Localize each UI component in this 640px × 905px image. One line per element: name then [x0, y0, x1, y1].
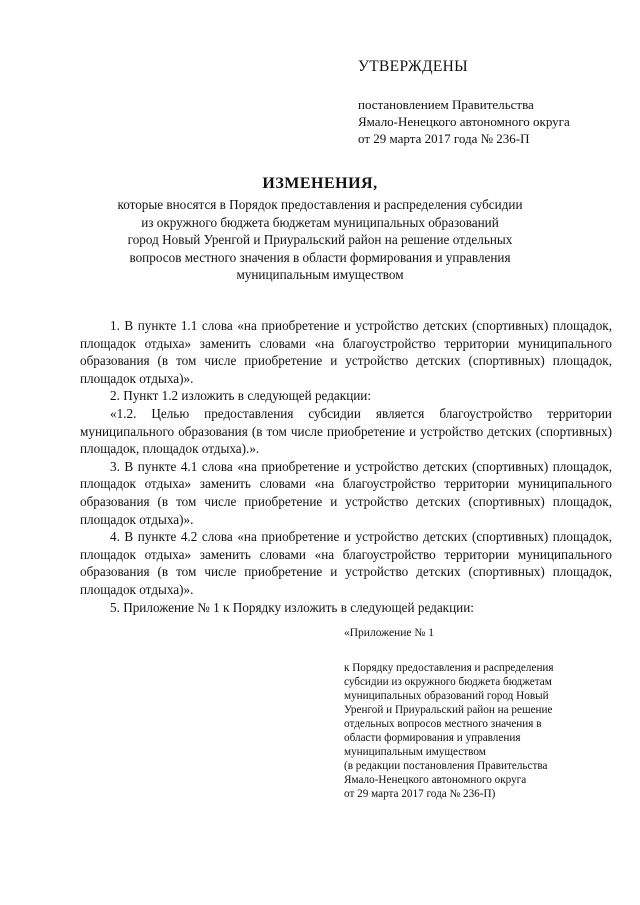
paragraph-point-2: 2. Пункт 1.2 изложить в следующей редакции:	[110, 388, 372, 404]
annex-note	[344, 661, 634, 801]
annex-line: муниципальных образований город Новый	[344, 690, 549, 702]
paragraph-quoted-1-2: «1.2. Целью предоставления субсидии является благоустройство территории муниципального образования (в том числе приобретение и устройство детских (спортивных) площадок, площадок отдыха).».	[80, 405, 612, 457]
annex-title: «Приложение № 1	[344, 627, 434, 639]
approval-line: постановлением Правительства	[358, 97, 534, 112]
annex-line: отдельных вопросов местного значения в	[344, 718, 542, 730]
approval-line: Ямало-Ненецкого автономного округа	[358, 114, 570, 129]
paragraph-point-4: 4. В пункте 4.2 слова «на приобретение и устройство детских (спортивных) площадок, площадок отдыха» заменить словами «на благоустройство территории муниципального образования (в том числе приобретение и устройство детских (спортивных) площадок, площадок отдыха)».	[80, 529, 612, 597]
document-subtitle	[80, 196, 560, 284]
subtitle-line: из окружного бюджета бюджетам муниципальных образований	[141, 214, 499, 230]
annex-line: (в редакции постановления Правительства	[344, 760, 548, 772]
approval-reference	[358, 96, 628, 147]
annex-line: муниципальным имуществом	[344, 746, 486, 758]
subtitle-line: которые вносятся в Порядок предоставления и распределения субсидии	[117, 197, 523, 212]
annex-line: субсидии из окружного бюджета бюджетам	[344, 676, 552, 688]
annex-line: области формирования и управления	[344, 732, 521, 744]
approved-heading: УТВЕРЖДЕНЫ	[358, 58, 468, 75]
subtitle-line: муниципальным имуществом	[236, 267, 404, 283]
annex-line: к Порядку предоставления и распределения	[344, 662, 554, 674]
annex-line: от 29 марта 2017 года № 236-П)	[344, 788, 496, 800]
paragraph-point-1: 1. В пункте 1.1 слова «на приобретение и устройство детских (спортивных) площадок, площадок отдыха» заменить словами «на благоустройство территории муниципального образования (в том числе приобретение и устройство детских (спортивных) площадок, площадок отдыха)».	[80, 318, 612, 386]
paragraph-point-5: 5. Приложение № 1 к Порядку изложить в следующей редакции:	[110, 599, 474, 615]
document-title: ИЗМЕНЕНИЯ,	[262, 175, 378, 192]
paragraph-point-3: 3. В пункте 4.1 слова «на приобретение и устройство детских (спортивных) площадок, площадок отдыха» заменить словами «на благоустройство территории муниципального образования (в том числе приобретение и устройство детских (спортивных) площадок, площадок отдыха)».	[80, 458, 612, 527]
document-body	[80, 317, 612, 616]
subtitle-line: город Новый Уренгой и Приуральский район на решение отдельных	[127, 232, 513, 248]
annex-line: Уренгой и Приуральский район на решение	[344, 704, 553, 716]
subtitle-line: вопросов местного значения в области формирования и управления	[129, 249, 511, 265]
annex-line: Ямало-Ненецкого автономного округа	[344, 774, 527, 786]
approval-line: от 29 марта 2017 года № 236-П	[358, 131, 530, 146]
